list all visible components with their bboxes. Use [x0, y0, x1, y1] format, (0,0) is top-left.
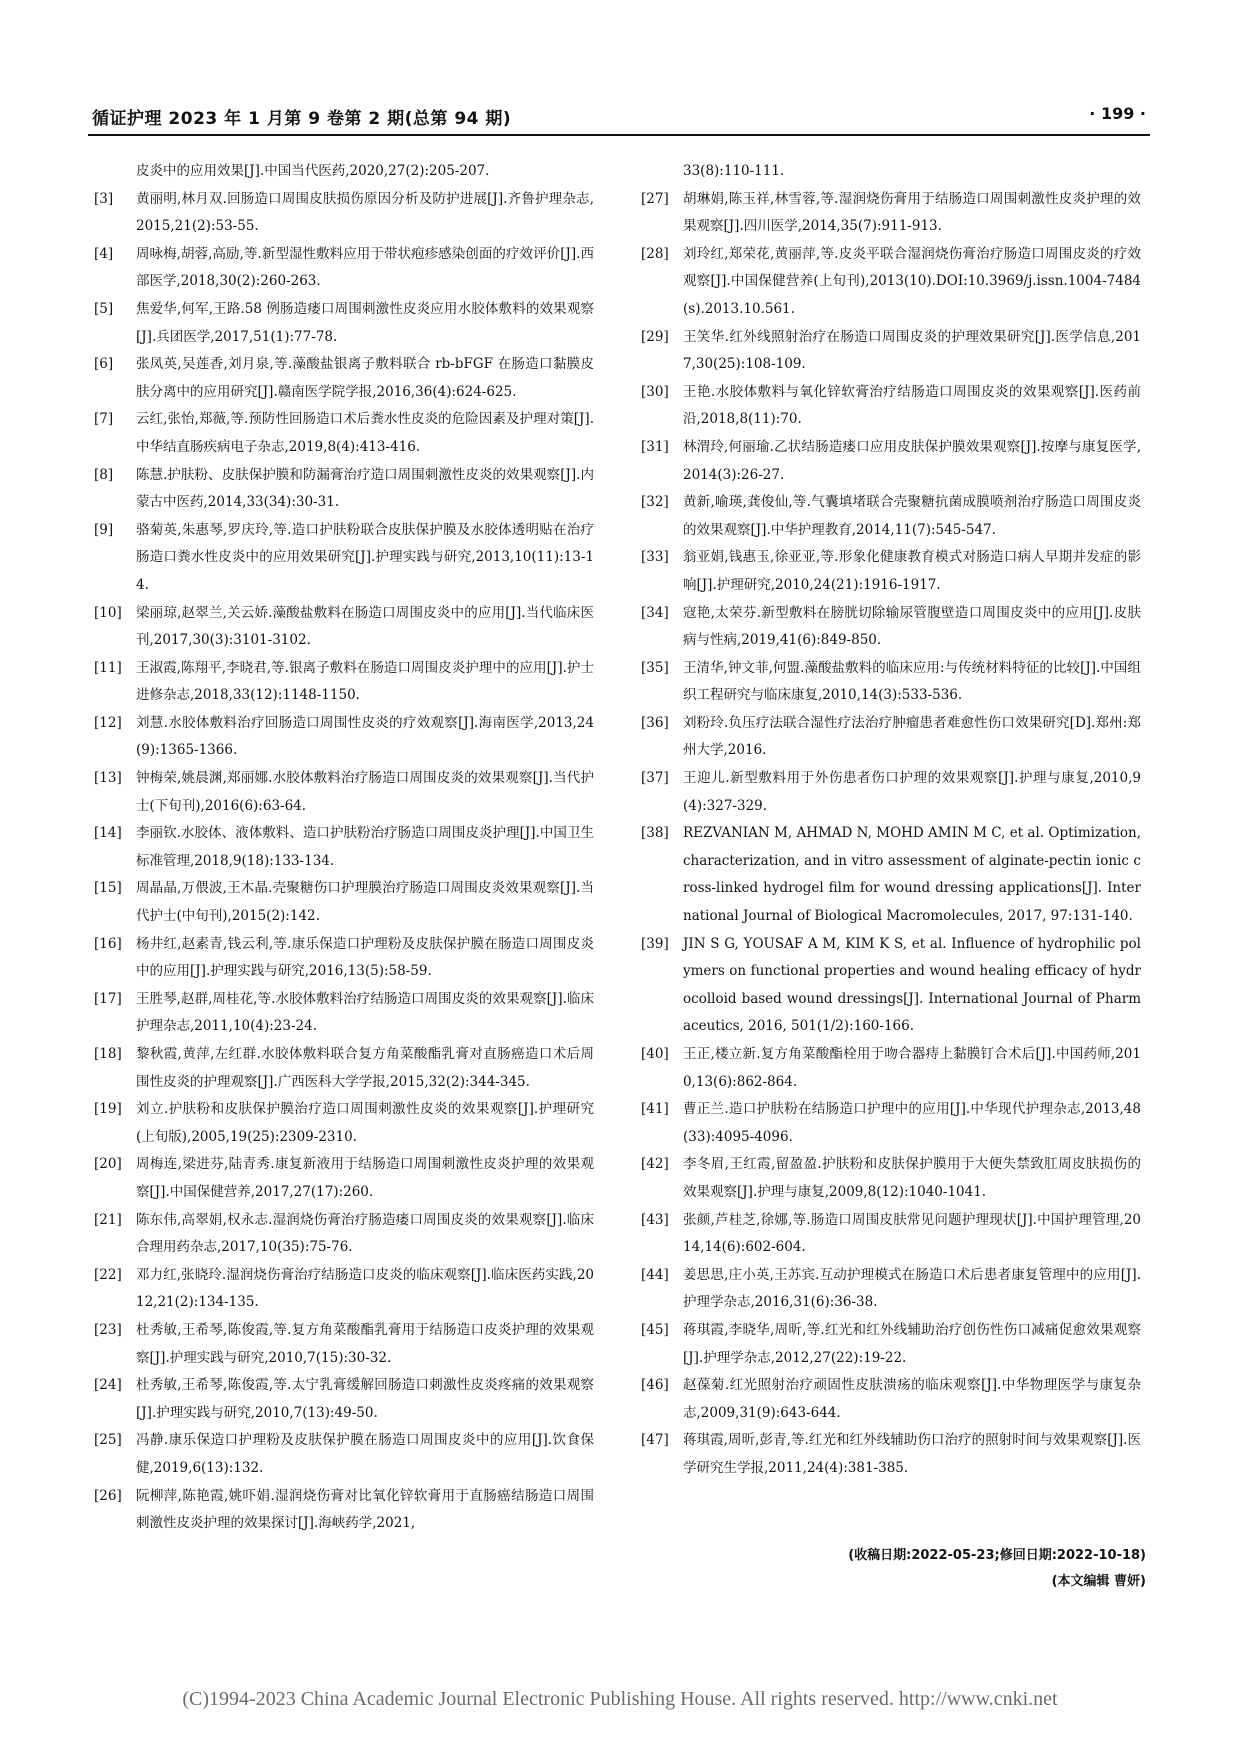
reference-text: 杨井红,赵素青,钱云利,等.康乐保造口护理粉及皮肤保护膜在肠造口周围皮炎中的应用[J].护理实践与研究,2016,13(5):58-59.: [136, 935, 594, 980]
reference-item: [641, 1151, 1141, 1206]
reference-item: [94, 1096, 594, 1151]
reference-item: [94, 820, 594, 875]
reference-text: 李冬眉,王红霞,留盈盈.护肤粉和皮肤保护膜用于大便失禁致肛周皮肤损伤的效果观察[J].护理与康复,2009,8(12):1040-1041.: [683, 1156, 1141, 1200]
reference-text: 33(8):110-111.: [683, 163, 785, 179]
reference-item: [641, 600, 1141, 655]
reference-number: [46]: [641, 1377, 669, 1394]
reference-number: [6]: [94, 356, 114, 373]
reference-number: [9]: [94, 521, 114, 538]
reference-item: [641, 186, 1141, 241]
reference-number: [17]: [94, 990, 122, 1007]
reference-text: 钟梅荣,姚晨渊,郑丽娜.水胶体敷料治疗肠造口周围皮炎的效果观察[J].当代护士(下旬刊),2016(6):63-64.: [136, 770, 594, 814]
reference-number: [45]: [641, 1321, 669, 1338]
reference-number: [8]: [94, 466, 114, 483]
reference-item: [94, 875, 594, 930]
reference-item: [641, 931, 1141, 1041]
reference-text: 周晶晶,万偎波,王木晶.壳聚糖伤口护理膜治疗肠造口周围皮炎效果观察[J].当代护士(中旬刊),2015(2):142.: [136, 880, 594, 925]
reference-item: [94, 406, 594, 461]
reference-text: 皮炎中的应用效果[J].中国当代医药,2020,27(2):205-207.: [136, 163, 490, 179]
reference-text: 王正,楼立新.复方角菜酸酯栓用于吻合器痔上黏膜钉合术后[J].中国药师,2010,13(6):862-864.: [683, 1046, 1141, 1090]
reference-item: [641, 434, 1141, 489]
reference-number: [39]: [641, 935, 669, 952]
page-header: [88, 104, 1150, 134]
reference-item: [94, 1317, 594, 1372]
reference-item: [94, 517, 594, 600]
reference-item: [641, 655, 1141, 710]
reference-text: 王迎儿.新型敷料用于外伤患者伤口护理的效果观察[J].护理与康复,2010,9(4):327-329.: [683, 770, 1141, 814]
reference-text: 周梅连,梁进芬,陆青秀.康复新液用于结肠造口周围刺激性皮炎护理的效果观察[J].中国保健营养,2017,27(17):260.: [136, 1156, 594, 1200]
editor-note: (本文编辑 曹妍): [1051, 1574, 1146, 1589]
reference-text: 刘粉玲.负压疗法联合湿性疗法治疗肿瘤患者难愈性伤口效果研究[D].郑州:郑州大学,2016.: [683, 714, 1141, 759]
reference-text: 胡琳娟,陈玉祥,林雪蓉,等.湿润烧伤膏用于结肠造口周围刺激性皮炎护理的效果观察[J].四川医学,2014,35(7):911-913.: [683, 190, 1141, 235]
reference-number: [27]: [641, 190, 669, 207]
reference-item: [94, 986, 594, 1041]
reference-item: [641, 324, 1141, 379]
reference-item: [641, 1317, 1141, 1372]
reference-text: 蒋琪霞,周昕,彭青,等.红光和红外线辅助伤口治疗的照射时间与效果观察[J].医学研究生学报,2011,24(4):381-385.: [683, 1432, 1141, 1476]
reference-item: [641, 1096, 1141, 1151]
reference-number: [26]: [94, 1487, 122, 1504]
reference-number: [14]: [94, 825, 122, 842]
reference-number: [22]: [94, 1266, 122, 1283]
reference-column-right: [641, 158, 1141, 1483]
reference-number: [32]: [641, 494, 669, 511]
reference-number: [20]: [94, 1156, 122, 1173]
reference-item: [94, 1041, 594, 1096]
reference-number: [40]: [641, 1046, 669, 1062]
reference-text: 黎秋霞,黄萍,左红群.水胶体敷料联合复方角菜酸酯乳膏对直肠癌造口术后周围性皮炎的护理观察[J].广西医科大学学报,2015,32(2):344-345.: [136, 1046, 594, 1090]
reference-number: [12]: [94, 714, 122, 731]
reference-text: 李丽钦.水胶体、液体敷料、造口护肤粉治疗肠造口周围皮炎护理[J].中国卫生标准管理,2018,9(18):133-134.: [136, 825, 594, 869]
reference-text: JIN S G, YOUSAF A M, KIM K S, et al. Influence of hydrophilic polymers on functional properties and wound healing efficacy of hydrocolloid based wound dressings[J]. International Journal of Pharmaceutics, 2016, 501(1/2):160-166.: [683, 935, 1141, 1035]
reference-item: [641, 1041, 1141, 1096]
reference-text: 周咏梅,胡蓉,高励,等.新型湿性敷料应用于带状疱疹感染创面的疗效评价[J].西部医学,2018,30(2):260-263.: [136, 245, 594, 290]
reference-number: [47]: [641, 1432, 669, 1449]
reference-number: [41]: [641, 1101, 669, 1118]
reference-number: [38]: [641, 825, 669, 842]
reference-number: [24]: [94, 1377, 122, 1394]
reference-number: [43]: [641, 1211, 669, 1228]
reference-item: [641, 544, 1141, 599]
reference-number: [16]: [94, 935, 122, 952]
reference-item: [94, 1262, 594, 1317]
reference-number: [5]: [94, 300, 114, 317]
reference-text: 张颜,芦桂芝,徐娜,等.肠造口周围皮肤常见问题护理现状[J].中国护理管理,2014,14(6):602-604.: [683, 1211, 1141, 1256]
reference-item: [94, 1207, 594, 1262]
reference-text: 姜思思,庄小英,王苏宾.互动护理模式在肠造口术后患者康复管理中的应用[J].护理学杂志,2016,31(6):36-38.: [683, 1266, 1141, 1311]
reference-number: [28]: [641, 245, 669, 262]
reference-item: [641, 1262, 1141, 1317]
page-number: · 199 ·: [1089, 104, 1146, 123]
reference-text: 陈慧.护肤粉、皮肤保护膜和防漏膏治疗造口周围刺激性皮炎的效果观察[J].内蒙古中医药,2014,33(34):30-31.: [136, 466, 594, 511]
reference-item: [641, 379, 1141, 434]
reference-item: [94, 1427, 594, 1482]
reference-item: [94, 241, 594, 296]
reference-text: 陈东伟,高翠娟,权永志.湿润烧伤膏治疗肠造瘘口周围皮炎的效果观察[J].临床合理用药杂志,2017,10(35):75-76.: [136, 1211, 594, 1256]
reference-item: [641, 1372, 1141, 1427]
reference-item: [94, 1483, 594, 1538]
reference-text: 寇艳,太荣芬.新型敷料在膀胱切除输尿管腹壁造口周围皮炎中的应用[J].皮肤病与性病,2019,41(6):849-850.: [683, 604, 1141, 649]
reference-item: [641, 241, 1141, 324]
reference-item: [641, 1427, 1141, 1482]
reference-text: 黄丽明,林月双.回肠造口周围皮肤损伤原因分析及防护进展[J].齐鲁护理杂志,2015,21(2):53-55.: [136, 190, 594, 235]
reference-item: [641, 489, 1141, 544]
reference-column-left: [94, 158, 594, 1538]
reference-number: [11]: [94, 659, 122, 676]
reference-text: 翁亚娟,钱惠玉,徐亚亚,等.形象化健康教育模式对肠造口病人早期并发症的影响[J].护理研究,2010,24(21):1916-1917.: [683, 549, 1141, 593]
reference-number: [37]: [641, 770, 669, 787]
header-rule: [88, 134, 1150, 136]
copyright-footer: (C)1994-2023 China Academic Journal Electronic Publishing House. All rights reserved. http://www.cnki.net: [182, 1688, 1058, 1710]
reference-text: 骆菊英,朱惠琴,罗庆玲,等.造口护肤粉联合皮肤保护膜及水胶体透明贴在治疗肠造口粪水性皮炎中的应用效果研究[J].护理实践与研究,2013,10(11):13-14.: [136, 521, 594, 593]
reference-number: [15]: [94, 880, 122, 897]
reference-item: [94, 1372, 594, 1427]
reference-text: 王笑华.红外线照射治疗在肠造口周围皮炎的护理效果研究[J].医学信息,2017,30(25):108-109.: [683, 328, 1141, 373]
reference-item: [94, 351, 594, 406]
reference-item: [94, 710, 594, 765]
reference-number: [25]: [94, 1432, 122, 1449]
reference-item: [94, 600, 594, 655]
reference-number: [33]: [641, 549, 669, 566]
reference-item: [641, 765, 1141, 820]
reference-number: [18]: [94, 1046, 122, 1062]
reference-text: 林渭玲,何丽瑜.乙状结肠造瘘口应用皮肤保护膜效果观察[J].按摩与康复医学,2014(3):26-27.: [683, 438, 1141, 483]
reference-item: [94, 1151, 594, 1206]
reference-number: [35]: [641, 659, 669, 676]
reference-number: [42]: [641, 1156, 669, 1173]
reference-item: [94, 655, 594, 710]
reference-text: 刘慧.水胶体敷料治疗回肠造口周围性皮炎的疗效观察[J].海南医学,2013,24(9):1365-1366.: [136, 714, 594, 759]
reference-text: 焦爱华,何军,王路.58 例肠造瘘口周围刺激性皮炎应用水胶体敷料的效果观察[J].兵团医学,2017,51(1):77-78.: [136, 300, 594, 345]
receipt-dates: (收稿日期:2022-05-23;修回日期:2022-10-18): [848, 1548, 1146, 1563]
reference-text: 王艳.水胶体敷料与氧化锌软膏治疗结肠造口周围皮炎的效果观察[J].医药前沿,2018,8(11):70.: [683, 383, 1141, 428]
reference-text: 冯静.康乐保造口护理粉及皮肤保护膜在肠造口周围皮炎中的应用[J].饮食保健,2019,6(13):132.: [136, 1432, 594, 1476]
reference-item: [641, 1207, 1141, 1262]
reference-number: [23]: [94, 1321, 122, 1338]
reference-number: [10]: [94, 604, 122, 621]
reference-number: [34]: [641, 604, 669, 621]
reference-text: 杜秀敏,王希琴,陈俊霞,等.复方角菜酸酯乳膏用于结肠造口皮炎护理的效果观察[J].护理实践与研究,2010,7(15):30-32.: [136, 1321, 594, 1366]
reference-text: 王淑霞,陈翔平,李晓君,等.银离子敷料在肠造口周围皮炎护理中的应用[J].护士进修杂志,2018,33(12):1148-1150.: [136, 659, 594, 704]
reference-text: 邓力红,张晓玲.湿润烧伤膏治疗结肠造口皮炎的临床观察[J].临床医药实践,2012,21(2):134-135.: [136, 1266, 594, 1311]
reference-text: REZVANIAN M, AHMAD N, MOHD AMIN M C, et al. Optimization, characterization, and in vitro assessment of alginate-pectin ionic cross-linked hydrogel film for wound dressing applications[J]. International Journal of Biological Macromolecules, 2017, 97:131-140.: [683, 825, 1141, 925]
reference-number: [13]: [94, 770, 122, 787]
reference-text: 梁丽琼,赵翠兰,关云娇.藻酸盐敷料在肠造口周围皮炎中的应用[J].当代临床医刊,2017,30(3):3101-3102.: [136, 604, 594, 649]
reference-item: [94, 931, 594, 986]
reference-item: [94, 462, 594, 517]
reference-number: [36]: [641, 714, 669, 731]
reference-item: [641, 820, 1141, 930]
reference-text: 阮柳萍,陈艳霞,姚吓娟.湿润烧伤膏对比氧化锌软膏用于直肠癌结肠造口周围刺激性皮炎护理的效果探讨[J].海峡药学,2021,: [136, 1487, 594, 1532]
reference-item: [94, 765, 594, 820]
reference-text: 张凤英,吴莲香,刘月泉,等.藻酸盐银离子敷料联合 rb-bFGF 在肠造口黏膜皮肤分离中的应用研究[J].赣南医学院学报,2016,36(4):624-625.: [136, 356, 594, 400]
reference-number: [44]: [641, 1266, 669, 1283]
reference-number: [3]: [94, 190, 114, 207]
reference-text: 黄新,喻瑛,龚俊仙,等.气囊填堵联合壳聚糖抗菌成膜喷剂治疗肠造口周围皮炎的效果观察[J].中华护理教育,2014,11(7):545-547.: [683, 494, 1141, 538]
reference-item: [641, 710, 1141, 765]
reference-number: [19]: [94, 1101, 122, 1118]
reference-item: [641, 158, 1141, 186]
journal-issue-title: 循证护理 2023 年 1 月第 9 卷第 2 期(总第 94 期): [92, 109, 512, 129]
reference-number: [21]: [94, 1211, 122, 1228]
reference-text: 赵葆菊.红光照射治疗顽固性皮肤溃疡的临床观察[J].中华物理医学与康复杂志,2009,31(9):643-644.: [683, 1377, 1141, 1421]
reference-text: 王清华,钟文菲,何盟.藻酸盐敷料的临床应用:与传统材料特征的比较[J].中国组织工程研究与临床康复,2010,14(3):533-536.: [683, 659, 1141, 704]
reference-number: [4]: [94, 245, 114, 262]
reference-number: [31]: [641, 438, 669, 455]
reference-item: [94, 158, 594, 186]
reference-text: 刘立.护肤粉和皮肤保护膜治疗造口周围刺激性皮炎的效果观察[J].护理研究(上旬版),2005,19(25):2309-2310.: [136, 1101, 594, 1145]
reference-number: [7]: [94, 411, 114, 428]
reference-text: 云红,张怡,郑薇,等.预防性回肠造口术后粪水性皮炎的危险因素及护理对策[J].中华结直肠疾病电子杂志,2019,8(4):413-416.: [136, 411, 594, 455]
reference-text: 蒋琪霞,李晓华,周昕,等.红光和红外线辅助治疗创伤性伤口减痛促愈效果观察[J].护理学杂志,2012,27(22):19-22.: [683, 1321, 1141, 1366]
reference-text: 曹正兰.造口护肤粉在结肠造口护理中的应用[J].中华现代护理杂志,2013,48(33):4095-4096.: [683, 1101, 1141, 1145]
reference-text: 杜秀敏,王希琴,陈俊霞,等.太宁乳膏缓解回肠造口刺激性皮炎疼痛的效果观察[J].护理实践与研究,2010,7(13):49-50.: [136, 1377, 594, 1421]
reference-item: [94, 296, 594, 351]
reference-text: 王胜琴,赵群,周桂花,等.水胶体敷料治疗结肠造口周围皮炎的效果观察[J].临床护理杂志,2011,10(4):23-24.: [136, 990, 594, 1035]
reference-item: [94, 186, 594, 241]
reference-text: 刘玲红,郑荣花,黄丽萍,等.皮炎平联合湿润烧伤膏治疗肠造口周围皮炎的疗效观察[J].中国保健营养(上旬刊),2013(10).DOI:10.3969/j.issn.1004-7484(s).2013.10.561.: [683, 245, 1141, 317]
reference-number: [29]: [641, 328, 669, 345]
reference-number: [30]: [641, 383, 669, 400]
